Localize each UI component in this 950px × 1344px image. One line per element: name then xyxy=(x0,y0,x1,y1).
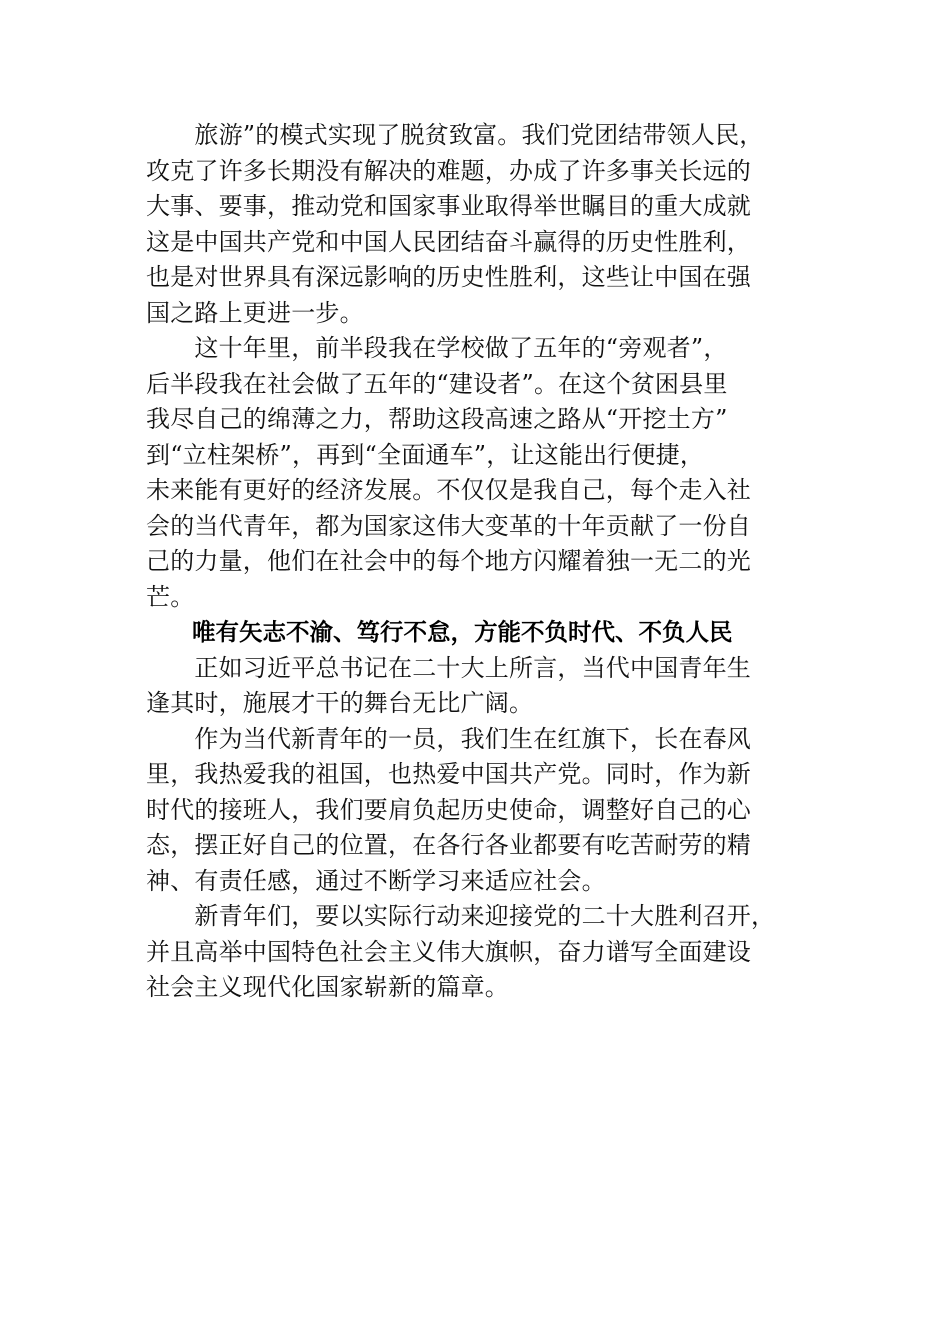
text-line: 己的力量，他们在社会中的每个地方闪耀着独一无二的光 xyxy=(146,547,751,575)
text-line: 并且高举中国特色社会主义伟大旗帜，奋力谱写全面建设 xyxy=(146,937,751,966)
paragraph-1 xyxy=(146,118,811,331)
text-line: 我尽自己的绵薄之力，帮助这段高速之路从“开挖土方” xyxy=(146,405,728,433)
paragraph-5 xyxy=(146,899,811,1006)
text-line: 也是对世界具有深远影响的历史性胜利，这些让中国在强 xyxy=(146,263,751,291)
text-line: 这十年里，前半段我在学校做了五年的“旁观者”， xyxy=(146,334,728,362)
text-line: 态，摆正好自己的位置，在各行各业都要有吃苦耐劳的精 xyxy=(146,831,751,859)
paragraph-2 xyxy=(146,331,811,615)
text-line: 神、有责任感，通过不断学习来适应社会。 xyxy=(146,866,606,895)
text-line: 会的当代青年，都为国家这伟大变革的十年贡献了一份自 xyxy=(146,511,751,540)
text-line: 里，我热爱我的祖国，也热爱中国共产党。同时，作为新 xyxy=(146,760,751,788)
paragraph-4 xyxy=(146,722,811,900)
paragraph-3 xyxy=(146,651,811,722)
text-line: 后半段我在社会做了五年的“建设者”。在这个贫困县里 xyxy=(146,369,728,398)
text-line: 新青年们，要以实际行动来迎接党的二十大胜利召开， xyxy=(146,902,776,930)
text-line: 攻克了许多长期没有解决的难题，办成了许多事关长远的 xyxy=(146,156,751,185)
text-line: 大事、要事，推动党和国家事业取得举世瞩目的重大成就 xyxy=(146,192,751,220)
text-line: 芒。 xyxy=(146,582,195,611)
text-line: 时代的接班人，我们要肩负起历史使命，调整好自己的心 xyxy=(146,795,751,824)
text-line: 未来能有更好的经济发展。不仅仅是我自己，每个走入社 xyxy=(146,476,751,504)
text-line: 到“立柱架桥”，再到“全面通车”，让这能出行便捷， xyxy=(146,440,705,469)
text-line: 国之路上更进一步。 xyxy=(146,298,364,327)
text-line: 这是中国共产党和中国人民团结奋斗赢得的历史性胜利， xyxy=(146,227,751,256)
section-heading: 唯有矢志不渝、笃行不怠，方能不负时代、不负人民 xyxy=(192,618,733,646)
text-line: 逢其时，施展才干的舞台无比广阔。 xyxy=(146,689,534,717)
text-line: 作为当代新青年的一员，我们生在红旗下，长在春风 xyxy=(146,724,751,753)
document-body xyxy=(146,118,811,1006)
text-line: 正如习近平总书记在二十大上所言，当代中国青年生 xyxy=(146,653,751,682)
text-line: 旅游”的模式实现了脱贫致富。我们党团结带领人民， xyxy=(146,121,764,149)
text-line: 社会主义现代化国家崭新的篇章。 xyxy=(146,973,509,1001)
